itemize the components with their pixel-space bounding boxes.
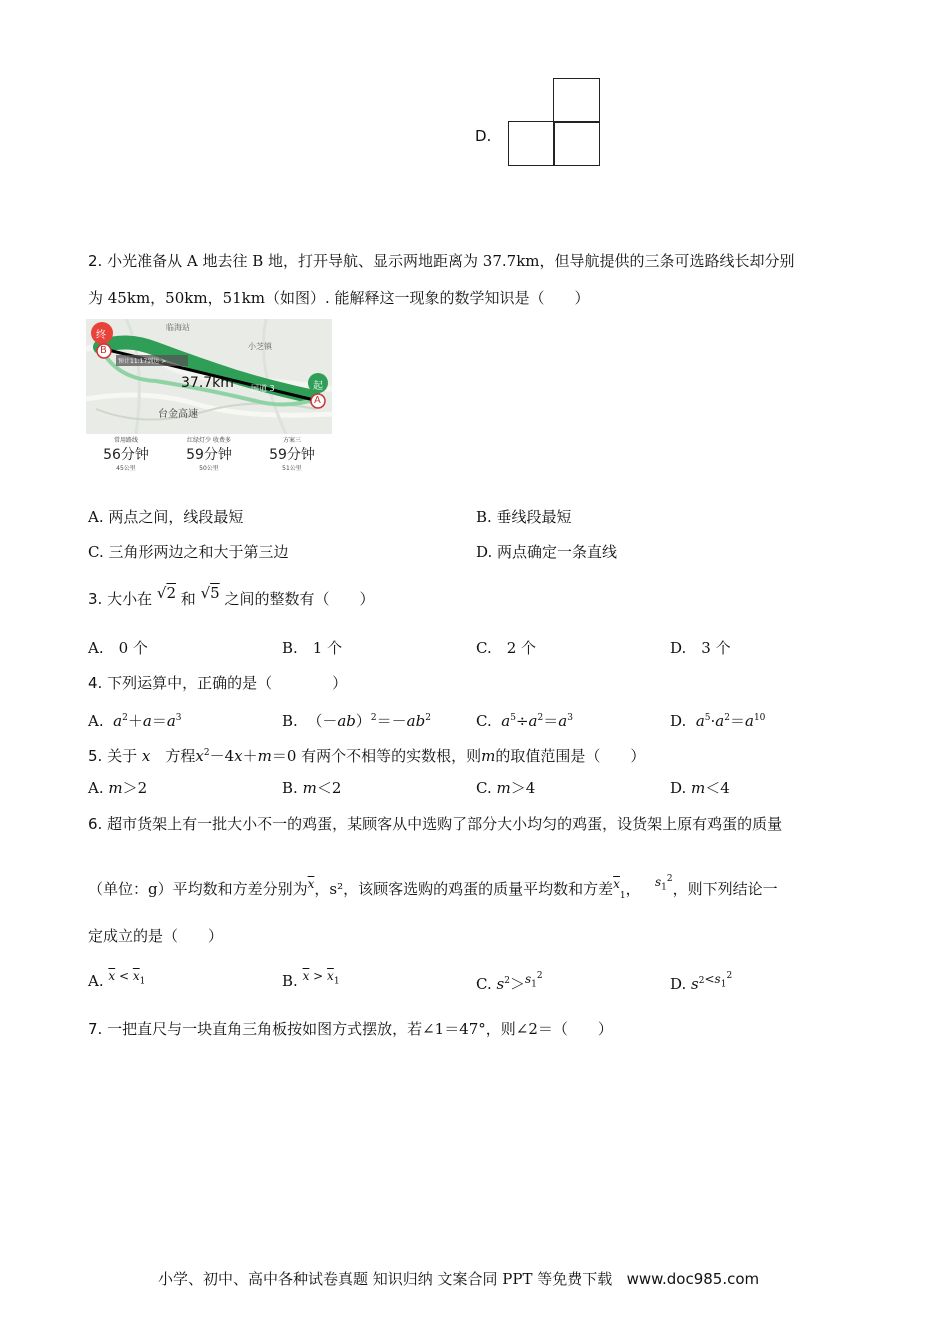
route-option-2: 红绿灯少 收费多 59分钟 50公里 — [186, 437, 232, 472]
sqrt-5: √5 — [200, 584, 220, 602]
q4-option-d[interactable]: D. $a^5\cdot a^2=a^{10}$ — [670, 712, 766, 730]
q7-number: 7. — [88, 1020, 103, 1038]
route-option-1: 常用路线 56分钟 45公里 — [103, 437, 149, 472]
q3-option-a[interactable]: A. 0 个 — [88, 639, 148, 657]
q3-option-b[interactable]: B. 1 个 — [282, 639, 343, 657]
map-point-b: B — [100, 345, 107, 356]
map-label-highway: 台金高速 — [158, 409, 198, 420]
map-label-station: 临海站 — [166, 323, 190, 332]
q3-stem: 3. 大小在 √2 和 √5 之间的整数有（ ） — [88, 584, 375, 608]
sqrt-2: √2 — [156, 584, 176, 602]
square-top — [553, 78, 600, 123]
q4-option-a[interactable]: A. $a^2+a=a^3$ — [88, 712, 182, 730]
map-area — [86, 319, 332, 434]
q6-line2: （单位：g）平均数和方差分别为$^{\overline{x}}$，s²，该顾客选购的鸡蛋的质量平均数和方差$^{\overline{x}}_1$， $^{s_1^2}$，则下列结论一 — [88, 874, 778, 901]
q5-option-d[interactable]: D. m＜4 — [670, 779, 730, 797]
q4-number: 4. — [88, 674, 103, 692]
q2-stem-line1: 小光准备从 A 地去往 B 地，打开导航、显示两地距离为 37.7km，但导航提供的三条可选路线长却分别 — [107, 252, 795, 270]
navigation-map-figure — [86, 319, 332, 485]
q2-option-d[interactable]: D. 两点确定一条直线 — [476, 543, 618, 561]
q4-stem: 4. 下列运算中，正确的是（ ） — [88, 674, 348, 692]
q3-number: 3. — [88, 590, 103, 608]
q6-option-d[interactable]: D. $s^{2<s_1^2}$ — [670, 971, 733, 993]
square-bottom-right — [553, 121, 600, 166]
q5-number: 5. — [88, 747, 103, 765]
footer-url[interactable]: www.doc985.com — [626, 1270, 760, 1288]
q4-option-c[interactable]: C. $a^5\div a^2=a^3$ — [476, 712, 573, 730]
q7-stem: 7. 一把直尺与一块直角三角板按如图方式摆放，若∠1＝47°，则∠2＝（ ） — [88, 1020, 613, 1038]
map-label-road: 国道 3 — [251, 384, 275, 393]
q5-stem: 5. 关于 x 方程$x^2-4x+m=0$ 有两个不相等的实数根，则m的取值范围是（ ） — [88, 747, 646, 765]
map-distance-label: 37.7km — [181, 375, 234, 391]
q6-option-c[interactable]: C. $s^2>^{s_1^2}$ — [476, 971, 543, 993]
map-start-badge: 起 — [313, 381, 323, 392]
footer-text: 小学、初中、高中各种试卷真题 知识归纳 文案合同 PPT 等免费下载 — [158, 1270, 613, 1288]
q6-option-a[interactable]: A. $^{\overline{x} < \overline{x}_1}$ — [88, 969, 146, 990]
q2-number: 2. — [88, 252, 103, 270]
q2-option-a[interactable]: A. 两点之间，线段最短 — [88, 508, 244, 526]
map-label-eta: 预计11:17到达 > — [118, 358, 167, 365]
q2-option-c[interactable]: C. 三角形两边之和大于第三边 — [88, 543, 289, 561]
q5-option-b[interactable]: B. m＜2 — [282, 779, 342, 797]
map-point-a: A — [314, 395, 321, 406]
map-end-badge: 终 — [96, 330, 106, 341]
q5-option-a[interactable]: A. m＞2 — [88, 779, 148, 797]
page-footer — [158, 1268, 759, 1290]
q3-option-d[interactable]: D. 3 个 — [670, 639, 731, 657]
route-option-3: 方案三 59分钟 51公里 — [269, 437, 315, 472]
square-bottom-left — [508, 121, 555, 166]
q6-line3: 定成立的是（ ） — [88, 927, 224, 945]
q2-line1 — [88, 250, 795, 272]
q6-number: 6. — [88, 815, 103, 833]
q5-option-c[interactable]: C. m＞4 — [476, 779, 536, 797]
map-label-town: 小芝镇 — [248, 342, 272, 351]
q2-option-b[interactable]: B. 垂线段最短 — [476, 508, 572, 526]
q2-line2: 为 45km，50km，51km（如图）. 能解释这一现象的数学知识是（ ） — [88, 289, 590, 307]
q1-option-d-label: D. — [475, 127, 492, 145]
q6-line1: 6. 超市货架上有一批大小不一的鸡蛋，某顾客从中选购了部分大小均匀的鸡蛋，设货架上原有鸡蛋的质量 — [88, 815, 783, 833]
q4-option-b[interactable]: B. $(-ab)^2=-ab^2$ — [282, 712, 431, 730]
q3-option-c[interactable]: C. 2 个 — [476, 639, 537, 657]
q6-option-b[interactable]: B. $^{\overline{x} > \overline{x}_1}$ — [282, 969, 340, 990]
